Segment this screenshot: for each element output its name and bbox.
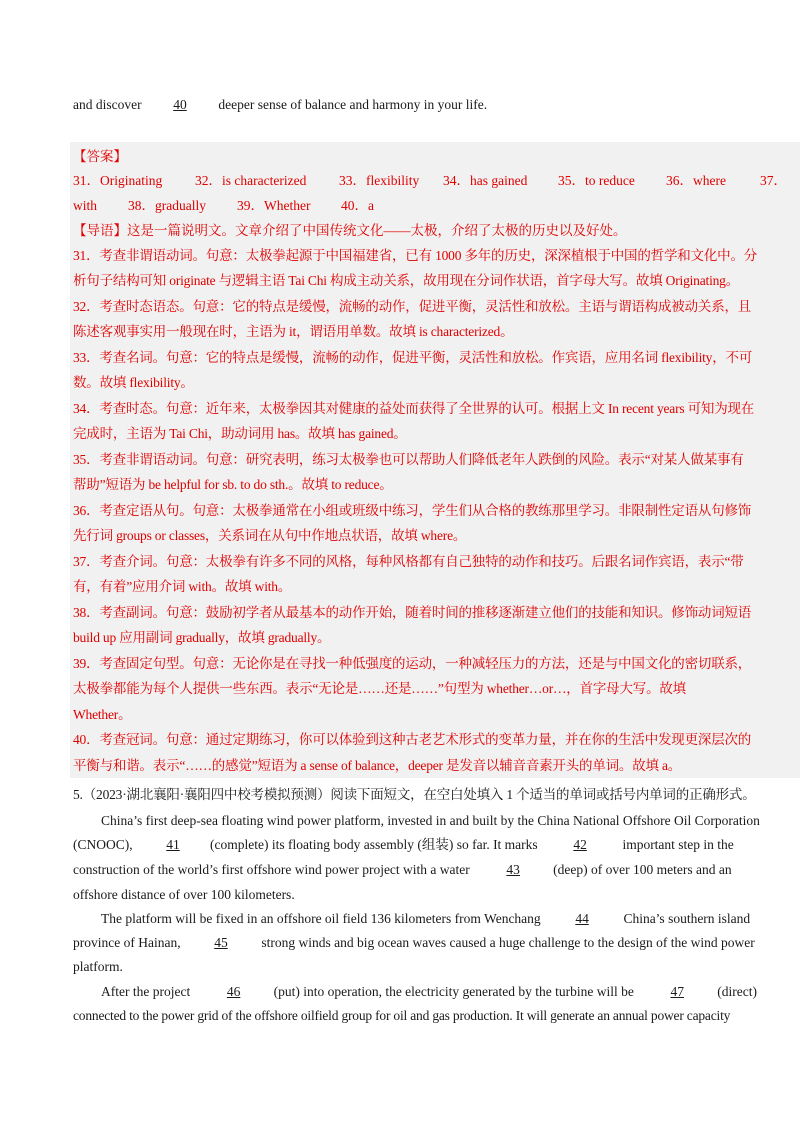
passage-text: The platform will be fixed in an offshore oil field 136 kilometers from Wenchang <box>101 911 545 926</box>
explanation-line: 38．考查副词。句意：鼓励初学者从最基本的动作开始，随着时间的推移逐渐建立他们的技能和知识。修饰动词短语 <box>73 605 752 620</box>
explanation-line: 40．考查冠词。句意：通过定期练习，你可以体验到这种古老艺术形式的变革力量，并在你的生活中发现更深层次的 <box>73 732 752 747</box>
answer-33: 33．flexibility <box>339 173 420 188</box>
passage-text: construction of the world’s first offshore wind power project with a water <box>73 862 474 877</box>
passage-text: (direct) <box>717 984 757 999</box>
answers-row-1 <box>73 172 800 190</box>
blank-45: 45 <box>214 935 228 950</box>
passage-line <box>101 983 757 1001</box>
answer-36: 36．where <box>666 173 726 188</box>
explanation-line: 先行词 groups or classes，关系词在从句中作地点状语，故填 where。 <box>73 528 467 543</box>
answer-38: 38．gradually <box>128 198 206 213</box>
passage-text: (deep) of over 100 meters and an <box>553 862 732 877</box>
explanation-line: 太极拳都能为每个人提供一些东西。表示“无论是……还是……”句型为 whether…or…，首字母大写。故填 <box>73 681 686 696</box>
passage-text: (CNOOC), <box>73 837 136 852</box>
explanation-line: 34．考查时态。句意：近年来，太极拳因其对健康的益处而获得了全世界的认可。根据上文 In recent years 可知为现在 <box>73 401 755 416</box>
passage-line <box>101 910 750 928</box>
answer-40: 40．a <box>341 198 374 213</box>
passage-line <box>73 934 755 952</box>
blank-42: 42 <box>573 837 587 852</box>
explanation-line: 析句子结构可知 originate 与逻辑主语 Tai Chi 构成主动关系，故用现在分词作状语，首字母大写。故填 Originating。 <box>73 273 740 288</box>
passage-text: China’s southern island <box>620 911 751 926</box>
answer-39: 39．Whether <box>237 198 311 213</box>
explanation-line: 39．考查固定句型。句意：无论你是在寻找一种低强度的运动，一种减轻压力的方法，还是与中国文化的密切联系， <box>73 656 752 671</box>
answer-32: 32．is characterized <box>195 173 307 188</box>
answer-35: 35．to reduce <box>558 173 635 188</box>
explanation-line: 37．考查介词。句意：太极拳有许多不同的风格，每种风格都有自己独特的动作和技巧。后跟名词作宾语，表示“带 <box>73 554 744 569</box>
intro-text-post: deeper sense of balance and harmony in your life. <box>218 97 488 112</box>
passage-text: province of Hainan, <box>73 935 184 950</box>
passage-text: After the project <box>101 984 194 999</box>
passage-line: China’s first deep-sea floating wind power platform, invested in and built by the China National Offshore Oil Corporation <box>101 813 760 828</box>
blank-40: 40 <box>173 97 187 112</box>
passage-text: strong winds and big ocean waves caused a huge challenge to the design of the wind power <box>257 935 755 950</box>
intro-line <box>73 96 487 114</box>
explanation-line: 33．考查名词。句意：它的特点是缓慢，流畅的动作，促进平衡，灵活性和放松。作宾语，应用名词 flexibility，不可 <box>73 350 753 365</box>
answers-row-2 <box>73 197 374 215</box>
blank-46: 46 <box>226 984 241 999</box>
explanation-line: 有，有着”应用介词 with。故填 with。 <box>73 579 292 594</box>
passage-line <box>73 836 734 854</box>
passage-text: (complete) its floating body assembly (组装) so far. It marks <box>210 837 542 852</box>
answer-31: 31．Originating <box>73 173 163 188</box>
passage-line: platform. <box>73 959 123 974</box>
explanation-line: 36．考查定语从句。句意：太极拳通常在小组或班级中练习，学生们从合格的教练那里学习。非限制性定语从句修饰 <box>73 503 752 518</box>
passage-text: (put) into operation, the electricity generated by the turbine will be <box>273 984 638 999</box>
guide-text: 【导语】这是一篇说明文。文章介绍了中国传统文化——太极，介绍了太极的历史以及好处。 <box>73 223 627 238</box>
explanation-line: build up 应用副词 gradually，故填 gradually。 <box>73 630 331 645</box>
explanation-line: 32．考查时态语态。句意：它的特点是缓慢，流畅的动作，促进平衡，灵活性和放松。主语与谓语构成被动关系，且 <box>73 299 752 314</box>
explanation-line: 陈述客观事实用一般现在时，主语为 it，谓语用单数。故填 is characterized。 <box>73 324 514 339</box>
explanation-line: 帮助”短语为 be helpful for sb. to do sth.。故填 to reduce。 <box>73 477 393 492</box>
passage-line: offshore distance of over 100 kilometers. <box>73 887 295 902</box>
blank-44: 44 <box>575 911 589 926</box>
explanation-line: 完成时，主语为 Tai Chi，助动词用 has。故填 has gained。 <box>73 426 407 441</box>
blank-41: 41 <box>166 837 180 852</box>
blank-47: 47 <box>670 984 684 999</box>
explanation-line: 平衡与和谐。表示“……的感觉”短语为 a sense of balance，deeper 是发音以辅音音素开头的单词。故填 a。 <box>73 758 682 773</box>
explanation-line: 31．考查非谓语动词。句意：太极拳起源于中国福建省，已有 1000 多年的历史，深深植根于中国的哲学和文化中。分 <box>73 248 758 263</box>
answer-37-number: 37． <box>760 173 787 188</box>
answer-37-value: with <box>73 198 98 213</box>
blank-43: 43 <box>506 862 520 877</box>
passage-text: important step in the <box>619 837 734 852</box>
intro-text-pre: and discover <box>73 97 145 112</box>
passage-line: connected to the power grid of the offshore oilfield group for oil and gas production. It will generate an annual power capacity <box>73 1008 731 1023</box>
answer-header: 【答案】 <box>73 149 127 164</box>
answer-34: 34．has gained <box>443 173 528 188</box>
explanation-line: Whether。 <box>73 707 132 722</box>
passage-line <box>73 861 732 879</box>
question-5-header: 5.（2023·湖北襄阳·襄阳四中校考模拟预测）阅读下面短文，在空白处填入 1 个适当的单词或括号内单词的正确形式。 <box>73 787 756 802</box>
explanation-line: 数。故填 flexibility。 <box>73 375 194 390</box>
explanation-line: 35．考查非谓语动词。句意：研究表明，练习太极拳也可以帮助人们降低老年人跌倒的风险。表示“对某人做某事有 <box>73 452 744 467</box>
